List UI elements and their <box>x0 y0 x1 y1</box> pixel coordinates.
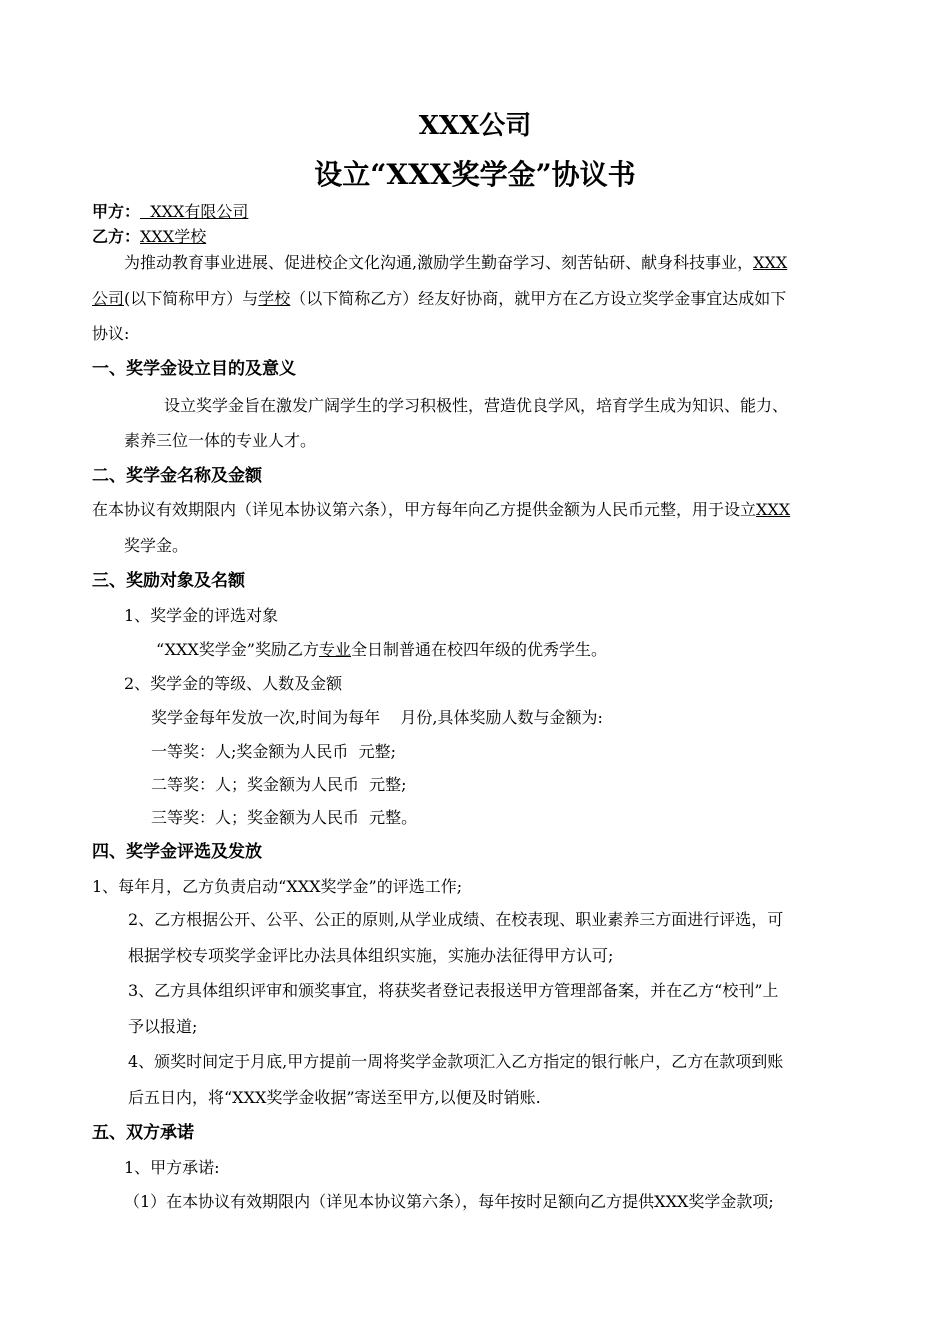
intro-text: 为推动教育事业进展、促进校企文化沟通,激励学生勤奋学习、刻苦钻研、献身科技事业， <box>124 253 754 272</box>
intro-line-1 <box>124 253 787 273</box>
section-5-heading: 五、双方承诺 <box>92 1123 194 1143</box>
intro-text-post: （以下简称乙方）经友好协商，就甲方在乙方设立奖学金事宜达成如下 <box>290 289 787 308</box>
party-a-value: XXX有限公司 <box>140 202 249 221</box>
intro-line-3: 协议: <box>92 324 130 343</box>
section-3-item-1: 1、奖学金的评选对象 <box>124 606 279 625</box>
party-b-label: 乙方： <box>92 227 141 246</box>
section-2-line-1 <box>92 500 790 520</box>
party-b-value: XXX学校 <box>140 227 207 246</box>
section-4-item-4-line-2: 后五日内，将“XXX奖学金收据”寄送至甲方,以便及时销账. <box>128 1088 541 1107</box>
section-4-item-2-line-1: 2、乙方根据公开、公平、公正的原则,从学业成绩、在校表现、职业素养三方面进行评选，可 <box>128 910 784 929</box>
section-3-item-1-pre: “XXX奖学金”奖励乙方 <box>156 640 319 659</box>
section-3-heading: 三、奖励对象及名额 <box>92 571 245 591</box>
section-2-heading: 二、奖学金名称及金额 <box>92 466 262 486</box>
section-3-item-1-post: 全日制普通在校四年级的优秀学生。 <box>351 640 608 659</box>
document-title: 设立“XXX奖学金”协议书 <box>314 158 636 191</box>
section-4-item-2-line-2: 根据学校专项奖学金评比办法具体组织实施，实施办法征得甲方认可; <box>128 946 614 965</box>
party-a <box>92 202 248 222</box>
prize-third: 三等奖：人；奖金额为人民币 元整。 <box>151 808 418 827</box>
intro-text-mid: (以下简称甲方）与 <box>124 289 259 308</box>
section-5-item-1: 1、甲方承诺: <box>124 1158 220 1177</box>
prize-second: 二等奖：人；奖金额为人民币 元整; <box>151 775 407 794</box>
document-title-company: XXX公司 <box>418 111 532 141</box>
section-2-text: 在本协议有效期限内（详见本协议第六条），甲方每年向乙方提供金额为人民币元整，用于设立 <box>92 500 757 519</box>
section-1-line-2: 素养三位一体的专业人才。 <box>124 431 317 450</box>
intro-company-underline: XXX <box>753 253 788 272</box>
intro-company-underline-2: 公司 <box>92 289 125 308</box>
party-a-label: 甲方： <box>92 202 141 221</box>
section-4-heading: 四、奖学金评选及发放 <box>92 842 262 862</box>
section-4-item-1: 1、每年月，乙方负责启动“XXX奖学金”的评选工作; <box>92 877 463 896</box>
section-2-line-2: 奖学金。 <box>124 536 189 555</box>
section-2-underline: XXX <box>756 500 791 519</box>
section-1-heading: 一、奖学金设立目的及意义 <box>92 359 296 379</box>
section-3-item-2: 2、奖学金的等级、人数及金额 <box>124 674 343 693</box>
section-5-item-1-1: （1）在本协议有效期限内（详见本协议第六条），每年按时足额向乙方提供XXX奖学金款项; <box>124 1192 774 1211</box>
party-b <box>92 227 206 247</box>
intro-school-underline: 学校 <box>258 289 291 308</box>
section-4-item-4-line-1: 4、颁奖时间定于月底,甲方提前一周将奖学金款项汇入乙方指定的银行帐户，乙方在款项到账 <box>128 1052 784 1071</box>
section-3-item-2-text: 奖学金每年发放一次,时间为每年 月份,具体奖励人数与金额为: <box>151 708 603 727</box>
section-3-item-1-text <box>156 640 607 660</box>
section-3-item-1-underline: 专业 <box>318 640 351 659</box>
section-4-item-3-line-1: 3、乙方具体组织评审和颁奖事宜，将获奖者登记表报送甲方管理部备案，并在乙方“校刊”上 <box>128 981 779 1000</box>
section-4-item-3-line-2: 予以报道; <box>128 1017 198 1036</box>
section-1-line-1: 设立奖学金旨在激发广阔学生的学习积极性，营造优良学风，培育学生成为知识、能力、 <box>164 396 789 415</box>
intro-line-2 <box>92 289 786 309</box>
prize-first: 一等奖：人;奖金额为人民币 元整; <box>151 742 396 761</box>
